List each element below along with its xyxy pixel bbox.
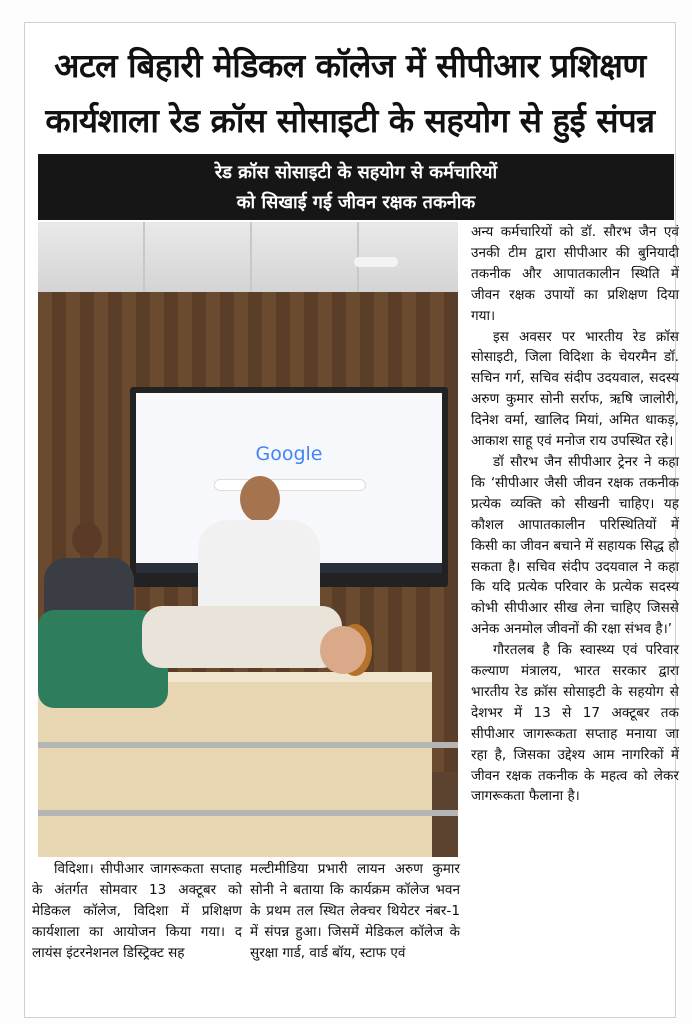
attendee-head — [72, 522, 102, 556]
article-bottom-left-column — [32, 859, 242, 964]
article-paragraph: मल्टीमीडिया प्रभारी लायन अरुण कुमार सोनी ने बताया कि कार्यक्रम कॉलेज भवन के प्रथम तल स्थित लेक्चर थियेटर नंबर-1 में संपन्न हुआ। जिसमें मेडिकल कॉलेज के सुरक्षा गार्ड, वार्ड बॉय, स्टाफ एवं — [250, 861, 460, 961]
manikin-head — [320, 626, 366, 674]
cpr-training-photo — [38, 222, 458, 857]
ceiling-lamp — [354, 257, 398, 267]
railing-upper — [38, 742, 458, 748]
article-paragraph: डॉ सौरभ जैन सीपीआर ट्रेनर ने कहा कि ‘सीपीआर जैसी जीवन रक्षक तकनीक प्रत्येक व्यक्ति को सीखनी चाहिए। यह कौशल आपातकालीन परिस्थितियों में किसी का जीवन बचाने में सहायक सिद्ध हो सकता है। सचिव संदीप उदयवाल ने कहा कि यदि प्रत्येक परिवार के प्रत्येक सदस्य कोभी सीपीआर सीख लेना चाहिए जिससे अनेक अनमोल जीवनों की रक्षा संभव है।’ — [471, 453, 679, 638]
subheadline-line-2: को सिखाई गई जीवन रक्षक तकनीक — [236, 192, 476, 213]
article-paragraph: अन्य कर्मचारियों को डॉ. सौरभ जैन एवं उनकी टीम द्वारा सीपीआर की बुनियादी तकनीक और आपातकालीन स्थिति में जीवन रक्षक उपायों का प्रशिक्षण दिया गया। — [471, 224, 679, 324]
trainer-head — [240, 476, 280, 522]
article-bottom-middle-column — [250, 859, 460, 964]
desk — [38, 682, 432, 857]
railing-lower — [38, 810, 458, 816]
manikin-torso — [142, 606, 342, 668]
headline-line-2: कार्यशाला रेड क्रॉस सोसाइटी के सहयोग से हुई संपन्न — [45, 101, 655, 140]
article-paragraph: इस अवसर पर भारतीय रेड क्रॉस सोसाइटी, जिला विदिशा के चेयरमैन डॉ. सचिन गर्ग, सचिव संदीप उदयवाल, सदस्य अरुण कुमार सोनी सर्राफ, ऋषि जालोरी, दिनेश वर्मा, खालिद मियां, अमित धाकड़, आकाश साहू एवं मनोज राय उपस्थित रहे। — [471, 328, 679, 450]
headline-line-1: अटल बिहारी मेडिकल कॉलेज में सीपीआर प्रशिक्षण — [54, 46, 646, 85]
article-paragraph: विदिशा। सीपीआर जागरूकता सप्ताह के अंतर्गत सोमवार 13 अक्टूबर को मेडिकल कॉलेज, विदिशा में प्रशिक्षण कार्यशाला का आयोजन किया गया। द लायंस इंटरनेशनल डिस्ट्रिक्ट सह — [32, 861, 242, 961]
subheadline-line-1: रेड क्रॉस सोसाइटी के सहयोग से कर्मचारियों — [214, 162, 498, 183]
article-paragraph: गौरतलब है कि स्वास्थ्य एवं परिवार कल्याण मंत्रालय, भारत सरकार द्वारा भारतीय रेड क्रॉस सोसाइटी के सहयोग से देशभर में 13 से 17 अक्टूबर तक सीपीआर जागरूकता सप्ताह मनाया जा रहा है, जिसका उद्देश्य आम नागरिकों में जीवन रक्षक तकनीक के महत्व को लेकर जागरूकता फैलाना है। — [471, 642, 679, 805]
article-right-column — [471, 222, 679, 807]
headline — [30, 38, 670, 148]
subheadline-bar — [38, 154, 674, 220]
screen-logo: Google — [255, 443, 323, 465]
